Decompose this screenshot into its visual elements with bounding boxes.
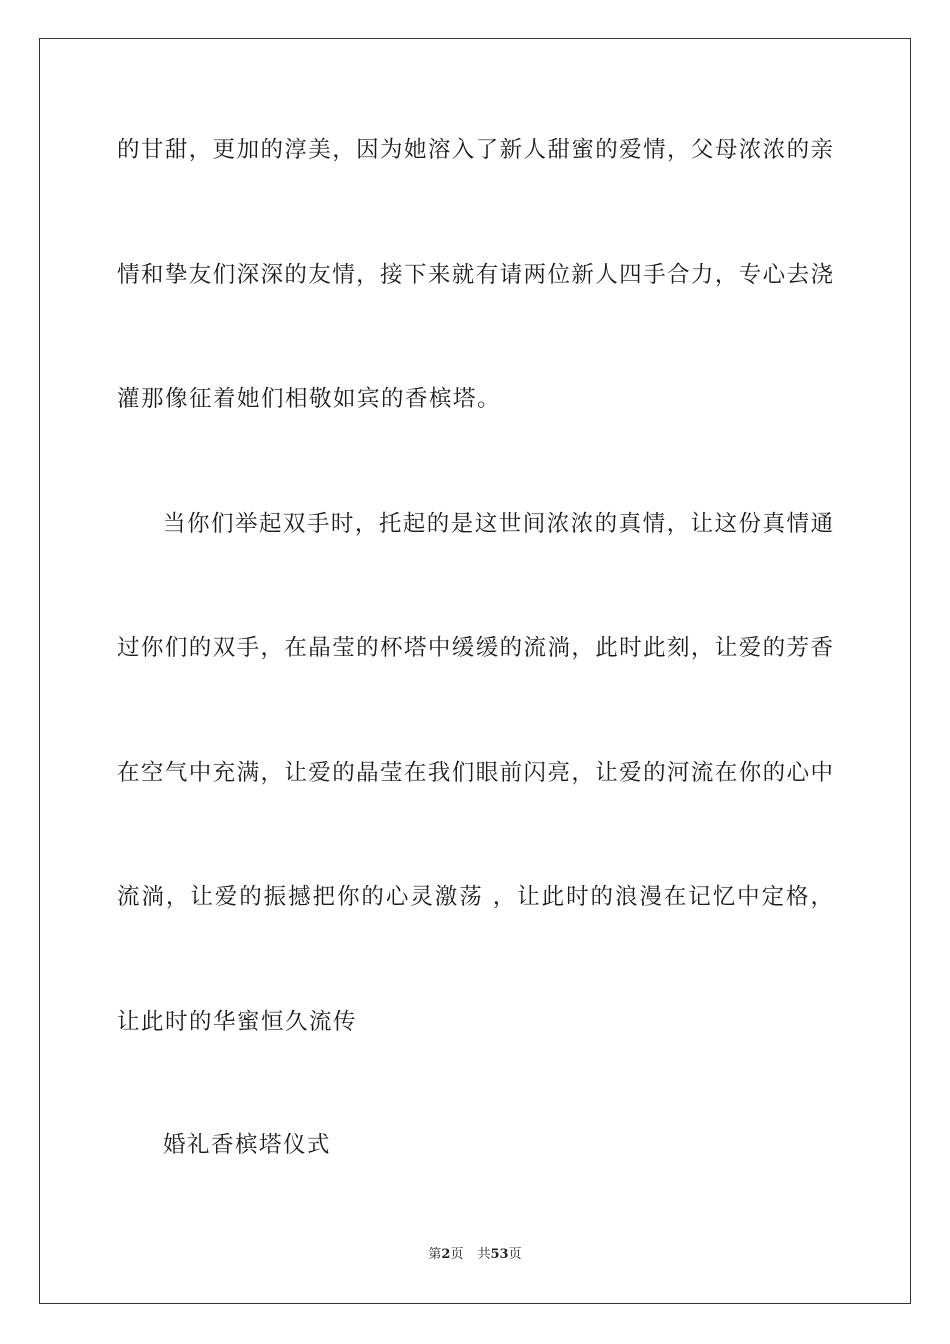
total-suffix: 页 <box>508 1247 522 1262</box>
paragraph-line-1: 的甘甜，更加的淳美，因为她溶入了新人甜蜜的爱情，父母浓浓的亲 <box>117 137 833 163</box>
paragraph-line-4: 当你们举起双手时，托起的是这世间浓浓的真情，让这份真情通 <box>163 511 833 537</box>
paragraph-line-5: 过你们的双手，在晶莹的杯塔中缓缓的流淌，此时此刻，让爱的芳香 <box>117 635 833 661</box>
total-pages: 53 <box>490 1247 509 1262</box>
page-prefix: 第 <box>428 1247 442 1262</box>
paragraph-line-2: 情和挚友们深深的友情，接下来就有请两位新人四手合力，专心去浇 <box>117 262 833 288</box>
paragraph-line-8: 让此时的华蜜恒久流传 <box>117 1009 358 1035</box>
total-prefix: 共 <box>477 1247 491 1262</box>
page-number: 2 <box>441 1247 451 1262</box>
page-border <box>39 38 911 1304</box>
paragraph-line-6: 在空气中充满，让爱的晶莹在我们眼前闪亮，让爱的河流在你的心中 <box>117 760 833 786</box>
page-suffix: 页 <box>450 1247 464 1262</box>
paragraph-line-3: 灌那像征着她们相敬如宾的香槟塔。 <box>117 386 502 412</box>
page-footer <box>0 1246 950 1264</box>
paragraph-line-7: 流淌，让爱的振撼把你的心灵激荡 ，让此时的浪漫在记忆中定格， <box>117 884 833 910</box>
section-heading: 婚礼香槟塔仪式 <box>163 1132 332 1158</box>
